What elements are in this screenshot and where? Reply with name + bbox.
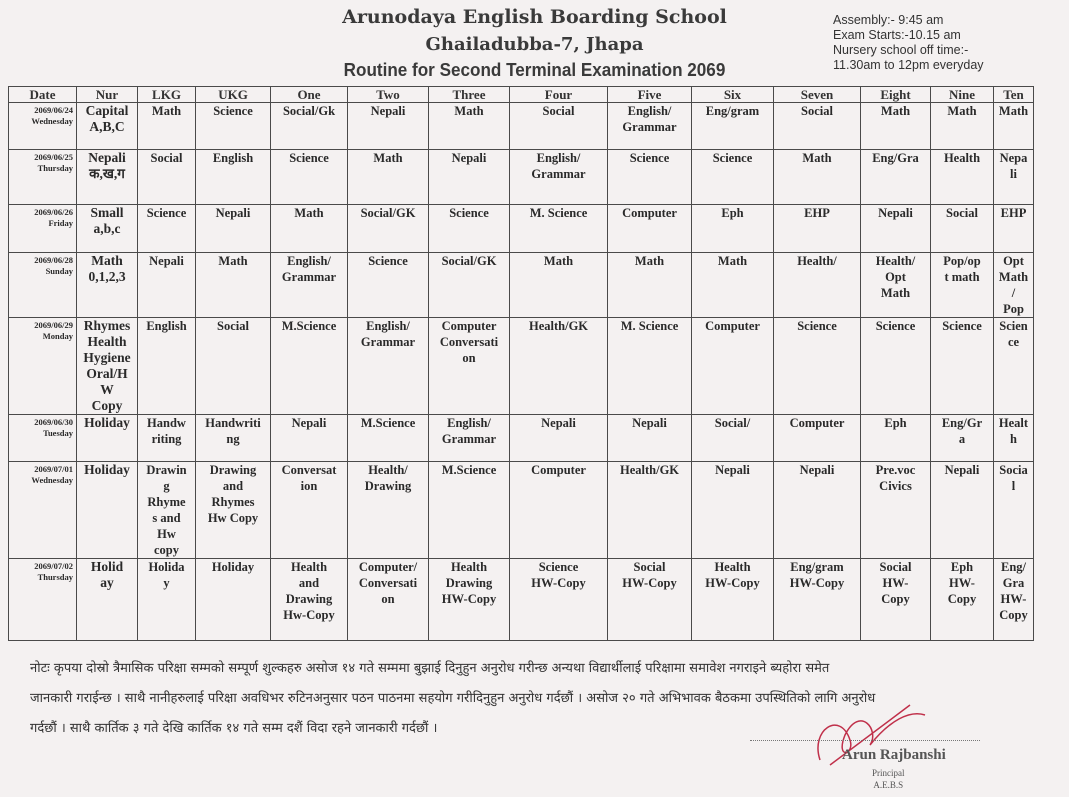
subject-cell: Science: [774, 318, 861, 415]
subject-cell: M. Science: [608, 318, 692, 415]
subject-cell: Rhymes Health Hygiene Oral/H W Copy: [77, 318, 138, 415]
subject-cell: Holida y: [138, 559, 196, 641]
table-row: [9, 559, 1034, 641]
signature-line: [750, 740, 980, 741]
subject-cell: Science: [608, 150, 692, 205]
date-cell: [9, 150, 77, 205]
subject-cell: Drawing and Rhymes Hw Copy: [196, 462, 271, 559]
weekday: Monday: [42, 331, 73, 341]
subject-cell: Science: [692, 150, 774, 205]
subject-cell: Science: [861, 318, 931, 415]
column-header-five: Five: [608, 87, 692, 103]
subject-cell: Holiday: [77, 462, 138, 559]
subject-cell: Computer: [774, 415, 861, 462]
subject-cell: Math: [429, 103, 510, 150]
subject-cell: Nepali: [271, 415, 348, 462]
table-row: [9, 318, 1034, 415]
subject-cell: Math: [931, 103, 994, 150]
subject-cell: Eph: [692, 205, 774, 253]
column-header-three: Three: [429, 87, 510, 103]
column-header-four: Four: [510, 87, 608, 103]
subject-cell: Math: [510, 253, 608, 318]
column-header-two: Two: [348, 87, 429, 103]
subject-cell: Healt h: [994, 415, 1034, 462]
subject-cell: Socia l: [994, 462, 1034, 559]
subject-cell: Eng/gram: [692, 103, 774, 150]
subject-cell: Health: [931, 150, 994, 205]
subject-cell: Math: [271, 205, 348, 253]
date-value: 2069/06/30: [34, 417, 73, 427]
date-cell: [9, 415, 77, 462]
subject-cell: Capital A,B,C: [77, 103, 138, 150]
subject-cell: Handwriti ng: [196, 415, 271, 462]
subject-cell: Eng/gram HW-Copy: [774, 559, 861, 641]
subject-cell: Nepali: [774, 462, 861, 559]
date-value: 2069/06/25: [34, 152, 73, 162]
date-value: 2069/06/26: [34, 207, 73, 217]
weekday: Thursday: [37, 163, 73, 173]
subject-cell: English: [196, 150, 271, 205]
table-header-row: [9, 87, 1034, 103]
principal-name: Arun Rajbanshi: [842, 747, 946, 763]
column-header-nine: Nine: [931, 87, 994, 103]
subject-cell: M.Science: [348, 415, 429, 462]
subject-cell: English/ Grammar: [510, 150, 608, 205]
subject-cell: Conversat ion: [271, 462, 348, 559]
subject-cell: Science: [348, 253, 429, 318]
subject-cell: Social/GK: [429, 253, 510, 318]
subject-cell: English/ Grammar: [429, 415, 510, 462]
role-label: Principal: [872, 768, 905, 778]
subject-cell: Eng/Gra: [861, 150, 931, 205]
subject-cell: Small a,b,c: [77, 205, 138, 253]
column-header-one: One: [271, 87, 348, 103]
subject-cell: Math: [608, 253, 692, 318]
subject-cell: Nepali: [348, 103, 429, 150]
subject-cell: Eph: [861, 415, 931, 462]
note-line: नोटः कृपया दोस्रो त्रैमासिक परिक्षा सम्मको सम्पूर्ण शुल्कहरु असोज १४ गते सम्ममा बुझाई दिनुहुन अनुरोध गरीन्छ अन्यथा विद्यार्थीलाई परिक्षामा समावेश नगराइने ब्यहोरा समेत: [30, 661, 830, 676]
subject-cell: Health HW-Copy: [692, 559, 774, 641]
timings-block: [833, 13, 984, 73]
subject-cell: M.Science: [429, 462, 510, 559]
subject-cell: English/ Grammar: [271, 253, 348, 318]
table-row: [9, 205, 1034, 253]
subject-cell: Scien ce: [994, 318, 1034, 415]
subject-cell: Pop/op t math: [931, 253, 994, 318]
column-header-nur: Nur: [77, 87, 138, 103]
subject-cell: English: [138, 318, 196, 415]
subject-cell: Health/: [774, 253, 861, 318]
table-row: [9, 253, 1034, 318]
subject-cell: Math: [138, 103, 196, 150]
date-value: 2069/06/29: [34, 320, 73, 330]
subject-cell: Social: [138, 150, 196, 205]
subject-cell: Nepali: [608, 415, 692, 462]
table-row: [9, 462, 1034, 559]
subject-cell: Health/GK: [510, 318, 608, 415]
subject-cell: Science: [138, 205, 196, 253]
subject-cell: Social: [196, 318, 271, 415]
subject-cell: M.Science: [271, 318, 348, 415]
subject-cell: M. Science: [510, 205, 608, 253]
note-line: गर्दछौं । साथै कार्तिक ३ गते देखि कार्तिक १४ गते सम्म दशैं विदा रहने जानकारी गर्दछौं ।: [30, 721, 438, 736]
weekday: Wednesday: [31, 116, 73, 126]
column-header-ten: Ten: [994, 87, 1034, 103]
subject-cell: Nepa li: [994, 150, 1034, 205]
subject-cell: Nepali क,ख,ग: [77, 150, 138, 205]
subject-cell: Nepali: [510, 415, 608, 462]
subject-cell: Math: [861, 103, 931, 150]
column-header-lkg: LKG: [138, 87, 196, 103]
subject-cell: Holiday: [77, 415, 138, 462]
subject-cell: Drawin g Rhyme s and Hw copy: [138, 462, 196, 559]
subject-cell: Nepali: [429, 150, 510, 205]
exam-routine-table: [8, 86, 1034, 641]
subject-cell: Social/Gk: [271, 103, 348, 150]
subject-cell: Math: [692, 253, 774, 318]
date-value: 2069/06/24: [34, 105, 73, 115]
subject-cell: Handw riting: [138, 415, 196, 462]
subject-cell: Social: [510, 103, 608, 150]
school-name: Arunodaya English Boarding School: [342, 6, 727, 28]
assembly-time: Assembly:- 9:45 am: [833, 13, 944, 27]
date-value: 2069/06/28: [34, 255, 73, 265]
subject-cell: EHP: [774, 205, 861, 253]
subject-cell: Opt Math / Pop: [994, 253, 1034, 318]
subject-cell: Health/GK: [608, 462, 692, 559]
subject-cell: Social/: [692, 415, 774, 462]
table-row: [9, 150, 1034, 205]
principal-role: [872, 767, 905, 791]
subject-cell: Nepali: [861, 205, 931, 253]
subject-cell: Science: [271, 150, 348, 205]
subject-cell: EHP: [994, 205, 1034, 253]
subject-cell: Math: [348, 150, 429, 205]
routine-title: Routine for Second Terminal Examination 2069: [343, 60, 726, 80]
date-cell: [9, 318, 77, 415]
subject-cell: Math 0,1,2,3: [77, 253, 138, 318]
subject-cell: Nepali: [138, 253, 196, 318]
weekday: Thursday: [37, 572, 73, 582]
subject-cell: English/ Grammar: [348, 318, 429, 415]
subject-cell: Eng/ Gra HW- Copy: [994, 559, 1034, 641]
subject-cell: Computer: [692, 318, 774, 415]
subject-cell: Nepali: [692, 462, 774, 559]
org-label: A.E.B.S: [873, 780, 904, 790]
subject-cell: Eng/Gr a: [931, 415, 994, 462]
date-value: 2069/07/02: [34, 561, 73, 571]
column-header-seven: Seven: [774, 87, 861, 103]
subject-cell: Math: [774, 150, 861, 205]
subject-cell: Computer: [608, 205, 692, 253]
weekday: Tuesday: [43, 428, 73, 438]
date-cell: [9, 205, 77, 253]
subject-cell: Eph HW- Copy: [931, 559, 994, 641]
date-cell: [9, 559, 77, 641]
subject-cell: Science: [196, 103, 271, 150]
weekday: Sunday: [45, 266, 73, 276]
subject-cell: Nepali: [931, 462, 994, 559]
subject-cell: Computer Conversati on: [429, 318, 510, 415]
subject-cell: Math: [196, 253, 271, 318]
subject-cell: Social HW- Copy: [861, 559, 931, 641]
column-header-eight: Eight: [861, 87, 931, 103]
date-cell: [9, 253, 77, 318]
subject-cell: Health/ Drawing: [348, 462, 429, 559]
subject-cell: Holiday: [196, 559, 271, 641]
subject-cell: Computer/ Conversati on: [348, 559, 429, 641]
subject-cell: Science HW-Copy: [510, 559, 608, 641]
subject-cell: English/ Grammar: [608, 103, 692, 150]
subject-cell: Health Drawing HW-Copy: [429, 559, 510, 641]
date-cell: [9, 462, 77, 559]
subject-cell: Computer: [510, 462, 608, 559]
table-row: [9, 103, 1034, 150]
nursery-off-time: 11.30am to 12pm everyday: [833, 58, 984, 72]
subject-cell: Social/GK: [348, 205, 429, 253]
table-row: [9, 415, 1034, 462]
school-address: Ghailadubba-7, Jhapa: [425, 34, 644, 55]
subject-cell: Social HW-Copy: [608, 559, 692, 641]
subject-cell: Science: [931, 318, 994, 415]
subject-cell: Nepali: [196, 205, 271, 253]
column-header-six: Six: [692, 87, 774, 103]
note-line: जानकारी गराईन्छ । साथै नानीहरुलाई परिक्षा अवधिभर रुटिनअनुसार पठन पाठनमा सहयोग गरीदिनुहुन अनुरोध गर्दछौं । असोज २० गते अभिभावक बैठकमा उपस्थितिको लागि अनुरोध: [30, 691, 876, 706]
subject-cell: Pre.voc Civics: [861, 462, 931, 559]
subject-cell: Health/ Opt Math: [861, 253, 931, 318]
subject-cell: Science: [429, 205, 510, 253]
weekday: Wednesday: [31, 475, 73, 485]
subject-cell: Health and Drawing Hw-Copy: [271, 559, 348, 641]
subject-cell: Social: [774, 103, 861, 150]
nursery-off-label: Nursery school off time:-: [833, 43, 969, 57]
column-header-date: Date: [9, 87, 77, 103]
exam-start-time: Exam Starts:-10.15 am: [833, 28, 961, 42]
date-value: 2069/07/01: [34, 464, 73, 474]
weekday: Friday: [48, 218, 73, 228]
subject-cell: Math: [994, 103, 1034, 150]
subject-cell: Social: [931, 205, 994, 253]
date-cell: [9, 103, 77, 150]
column-header-ukg: UKG: [196, 87, 271, 103]
subject-cell: Holid ay: [77, 559, 138, 641]
